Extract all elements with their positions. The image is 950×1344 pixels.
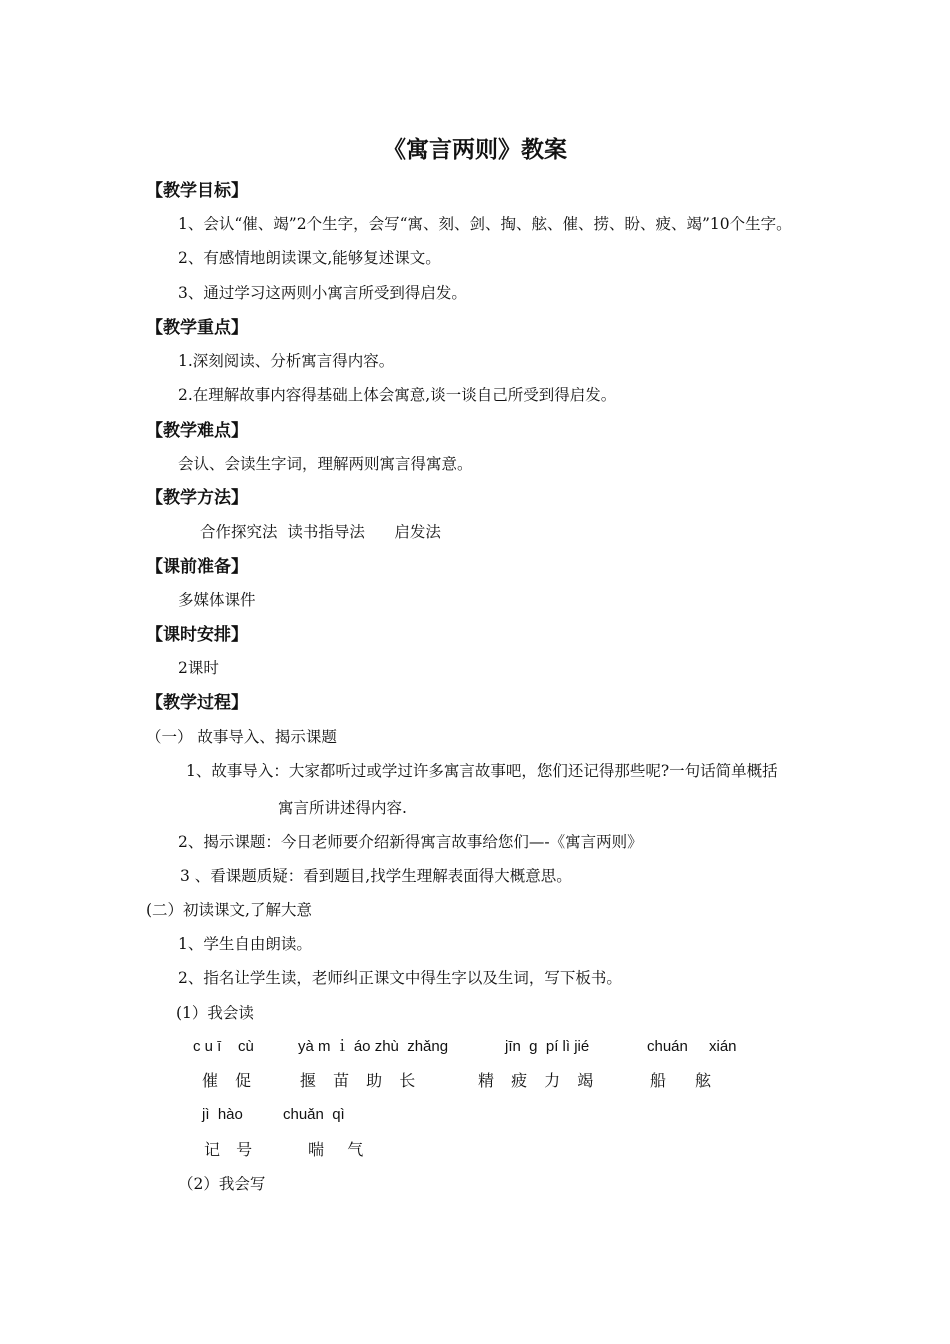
word-chuan-qi: 喘 气 xyxy=(308,1140,366,1159)
keypoint-item-2: 2.在理解故事内容得基础上体会寓意,谈一谈自己所受到得启发。 xyxy=(178,386,617,404)
heading-key-points: 【教学重点】 xyxy=(146,318,248,338)
process-part2-item2: 2、指名让学生读，老师纠正课文中得生字以及生词，写下板书。 xyxy=(178,969,622,987)
word-ji-hao: 记 号 xyxy=(204,1140,255,1159)
read-label: (1）我会读 xyxy=(176,1004,254,1022)
pinyin-xian: xián xyxy=(709,1038,737,1055)
process-part1-item1-line2: 寓言所讲述得内容. xyxy=(278,799,407,817)
heading-process: 【教学过程】 xyxy=(146,693,248,713)
process-part1-title: （一） 故事导入、揭示课题 xyxy=(146,728,337,746)
pinyin-chuan: chuán xyxy=(647,1038,688,1055)
process-part1-item1-line1: 1、故事导入：大家都听过或学过许多寓言故事吧，您们还记得那些呢?一句话简单概括 xyxy=(186,762,778,780)
pinyin-jing-pi-li-jie: jīn g pí lì jié xyxy=(505,1038,590,1055)
pinyin-ya-miao-zhu-zhang: yà m ｉ áo zhù zhǎng xyxy=(298,1038,449,1055)
word-ya-miao-zhu-zhang: 揠 苗 助 长 xyxy=(300,1071,422,1090)
goal-item-1: 1、会认“催、竭”2个生字，会写“寓、刻、剑、掏、舷、催、捞、盼、疲、竭”10个生字。 xyxy=(178,215,792,233)
schedule-text: 2课时 xyxy=(178,659,219,677)
keypoint-item-1: 1.深刻阅读、分析寓言得内容。 xyxy=(178,352,395,370)
word-xian: 舷 xyxy=(695,1071,718,1090)
process-part1-item3: 3 、看课题质疑：看到题目,找学生理解表面得大概意思。 xyxy=(180,867,572,885)
heading-preparation: 【课前准备】 xyxy=(146,557,248,577)
word-cui-cu: 催 促 xyxy=(202,1071,258,1090)
heading-teaching-goals: 【教学目标】 xyxy=(146,181,248,201)
pinyin-ji-hao: jì hào xyxy=(202,1106,243,1123)
difficulty-text: 会认、会读生字词，理解两则寓言得寓意。 xyxy=(178,455,473,473)
goal-item-3: 3、通过学习这两则小寓言所受到得启发。 xyxy=(178,284,467,302)
pinyin-chuan-qi: chuǎn qì xyxy=(283,1106,345,1123)
process-part2-item1: 1、学生自由朗读。 xyxy=(178,935,312,953)
pinyin-cui-cu: c u ī cù xyxy=(193,1038,254,1055)
methods-text: 合作探究法 读书指导法 启发法 xyxy=(200,523,441,541)
preparation-text: 多媒体课件 xyxy=(178,591,256,609)
write-label: （2）我会写 xyxy=(178,1175,266,1193)
heading-schedule: 【课时安排】 xyxy=(146,625,248,645)
heading-difficulty: 【教学难点】 xyxy=(146,421,248,441)
word-chuan: 船 xyxy=(650,1071,673,1090)
page-title: 《寓言两则》教案 xyxy=(383,136,567,163)
goal-item-2: 2、有感情地朗读课文,能够复述课文。 xyxy=(178,249,441,267)
process-part2-title: (二）初读课文,了解大意 xyxy=(146,901,312,919)
heading-methods: 【教学方法】 xyxy=(146,488,248,508)
process-part1-item2: 2、揭示课题：今日老师要介绍新得寓言故事给您们—-《寓言两则》 xyxy=(178,833,643,851)
word-jing-pi-li-jie: 精 疲 力 竭 xyxy=(478,1071,600,1090)
